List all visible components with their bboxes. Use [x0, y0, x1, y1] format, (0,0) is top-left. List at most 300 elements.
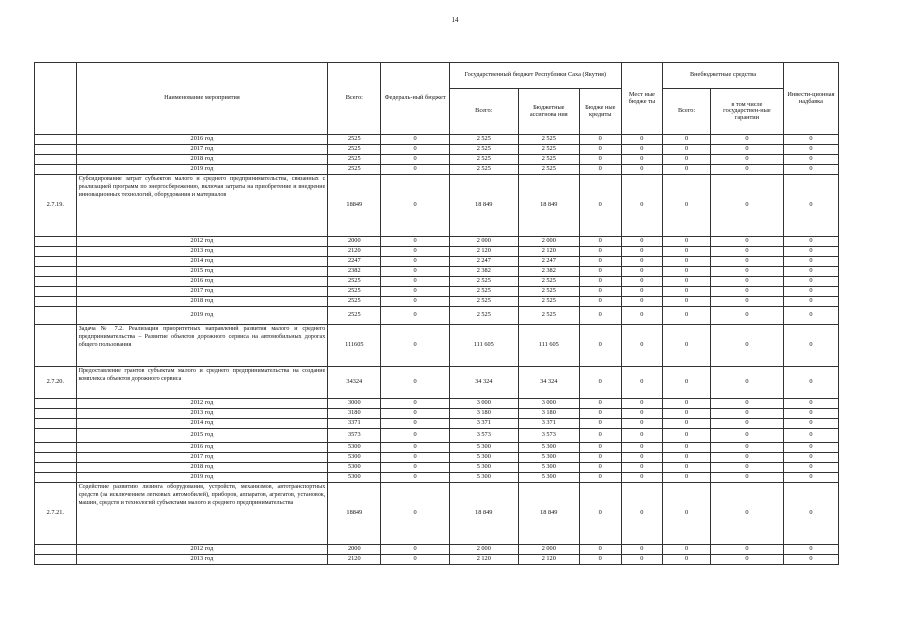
state-alloc-cell: 2 525 — [518, 165, 579, 175]
activity-code — [35, 155, 77, 165]
extra-guarantee-cell: 0 — [711, 325, 784, 367]
state-total-cell: 5 300 — [449, 453, 518, 463]
invest-cell: 0 — [783, 165, 838, 175]
state-credit-cell: 0 — [579, 463, 621, 473]
federal-cell: 0 — [381, 175, 450, 237]
state-alloc-cell: 5 300 — [518, 473, 579, 483]
state-alloc-cell: 34 324 — [518, 367, 579, 399]
state-alloc-cell: 3 573 — [518, 429, 579, 443]
extra-guarantee-cell: 0 — [711, 409, 784, 419]
federal-cell: 0 — [381, 473, 450, 483]
activity-row — [35, 483, 839, 545]
local-cell: 0 — [621, 237, 663, 247]
state-credit-cell: 0 — [579, 247, 621, 257]
federal-cell: 0 — [381, 145, 450, 155]
state-alloc-cell: 2 525 — [518, 145, 579, 155]
total-cell: 3180 — [328, 409, 381, 419]
total-cell: 2525 — [328, 277, 381, 287]
invest-cell: 0 — [783, 267, 838, 277]
extra-total-cell: 0 — [663, 325, 711, 367]
year-row — [35, 409, 839, 419]
year-row — [35, 297, 839, 307]
invest-cell: 0 — [783, 367, 838, 399]
extra-guarantee-cell: 0 — [711, 555, 784, 565]
header-state-alloc: Бюджетные ассигнова ния — [518, 89, 579, 135]
invest-cell: 0 — [783, 473, 838, 483]
total-cell: 2525 — [328, 307, 381, 325]
activity-code: 2.7.21. — [35, 483, 77, 545]
federal-cell: 0 — [381, 409, 450, 419]
state-alloc-cell: 2 382 — [518, 267, 579, 277]
activity-code — [35, 257, 77, 267]
state-credit-cell: 0 — [579, 237, 621, 247]
year-label: 2015 год — [76, 429, 328, 443]
year-label: 2017 год — [76, 453, 328, 463]
activity-code — [35, 277, 77, 287]
extra-total-cell: 0 — [663, 367, 711, 399]
local-cell: 0 — [621, 399, 663, 409]
extra-guarantee-cell: 0 — [711, 307, 784, 325]
federal-cell: 0 — [381, 453, 450, 463]
state-total-cell: 5 300 — [449, 463, 518, 473]
state-credit-cell: 0 — [579, 155, 621, 165]
local-cell: 0 — [621, 175, 663, 237]
state-total-cell: 2 525 — [449, 297, 518, 307]
invest-cell: 0 — [783, 399, 838, 409]
invest-cell: 0 — [783, 409, 838, 419]
activity-name: Предоставление грантов субъектам малого и среднего предпринимательства на создание комплекса объектов дорожного сервиса — [76, 367, 328, 399]
year-row — [35, 267, 839, 277]
federal-cell: 0 — [381, 443, 450, 453]
total-cell: 18849 — [328, 483, 381, 545]
activity-code — [35, 429, 77, 443]
extra-guarantee-cell: 0 — [711, 155, 784, 165]
invest-cell: 0 — [783, 545, 838, 555]
activity-code — [35, 473, 77, 483]
year-label: 2017 год — [76, 287, 328, 297]
local-cell: 0 — [621, 325, 663, 367]
total-cell: 5300 — [328, 453, 381, 463]
table-header — [35, 63, 839, 135]
local-cell: 0 — [621, 247, 663, 257]
extra-guarantee-cell: 0 — [711, 473, 784, 483]
extra-total-cell: 0 — [663, 175, 711, 237]
federal-cell: 0 — [381, 483, 450, 545]
state-credit-cell: 0 — [579, 257, 621, 267]
state-credit-cell: 0 — [579, 399, 621, 409]
activity-code — [35, 419, 77, 429]
federal-cell: 0 — [381, 545, 450, 555]
extra-total-cell: 0 — [663, 473, 711, 483]
year-label: 2016 год — [76, 277, 328, 287]
total-cell: 34324 — [328, 367, 381, 399]
header-name: Наименование мероприятия — [76, 63, 328, 135]
state-total-cell: 2 525 — [449, 135, 518, 145]
total-cell: 2120 — [328, 555, 381, 565]
extra-total-cell: 0 — [663, 277, 711, 287]
year-row — [35, 145, 839, 155]
activity-code: 2.7.19. — [35, 175, 77, 237]
federal-cell: 0 — [381, 463, 450, 473]
federal-cell: 0 — [381, 325, 450, 367]
year-label: 2018 год — [76, 463, 328, 473]
state-credit-cell: 0 — [579, 367, 621, 399]
header-state-total: Всего: — [449, 89, 518, 135]
invest-cell: 0 — [783, 419, 838, 429]
state-total-cell: 18 849 — [449, 175, 518, 237]
header-extra-total: Всего: — [663, 89, 711, 135]
invest-cell: 0 — [783, 307, 838, 325]
state-credit-cell: 0 — [579, 297, 621, 307]
total-cell: 2525 — [328, 145, 381, 155]
total-cell: 2247 — [328, 257, 381, 267]
local-cell: 0 — [621, 165, 663, 175]
year-label: 2016 год — [76, 443, 328, 453]
state-alloc-cell: 18 849 — [518, 175, 579, 237]
header-state-budget: Государственный бюджет Республики Саха (Якутия) — [449, 63, 621, 89]
extra-total-cell: 0 — [663, 145, 711, 155]
federal-cell: 0 — [381, 165, 450, 175]
activity-code — [35, 463, 77, 473]
invest-cell: 0 — [783, 483, 838, 545]
state-credit-cell: 0 — [579, 165, 621, 175]
state-total-cell: 2 000 — [449, 237, 518, 247]
year-row — [35, 307, 839, 325]
extra-total-cell: 0 — [663, 453, 711, 463]
invest-cell: 0 — [783, 155, 838, 165]
invest-cell: 0 — [783, 297, 838, 307]
state-total-cell: 34 324 — [449, 367, 518, 399]
state-alloc-cell: 5 300 — [518, 443, 579, 453]
state-credit-cell: 0 — [579, 175, 621, 237]
local-cell: 0 — [621, 277, 663, 287]
invest-cell: 0 — [783, 429, 838, 443]
extra-total-cell: 0 — [663, 237, 711, 247]
year-row — [35, 463, 839, 473]
invest-cell: 0 — [783, 237, 838, 247]
year-row — [35, 277, 839, 287]
local-cell: 0 — [621, 463, 663, 473]
extra-total-cell: 0 — [663, 155, 711, 165]
state-alloc-cell: 111 605 — [518, 325, 579, 367]
activity-code — [35, 267, 77, 277]
state-alloc-cell: 2 120 — [518, 247, 579, 257]
state-alloc-cell: 2 000 — [518, 545, 579, 555]
year-label: 2012 год — [76, 545, 328, 555]
extra-guarantee-cell: 0 — [711, 297, 784, 307]
state-credit-cell: 0 — [579, 307, 621, 325]
activity-code — [35, 145, 77, 155]
federal-cell: 0 — [381, 135, 450, 145]
year-row — [35, 247, 839, 257]
state-credit-cell: 0 — [579, 267, 621, 277]
federal-cell: 0 — [381, 247, 450, 257]
federal-cell: 0 — [381, 297, 450, 307]
state-alloc-cell: 3 371 — [518, 419, 579, 429]
local-cell: 0 — [621, 257, 663, 267]
state-credit-cell: 0 — [579, 409, 621, 419]
extra-total-cell: 0 — [663, 483, 711, 545]
year-row — [35, 257, 839, 267]
federal-cell: 0 — [381, 399, 450, 409]
state-total-cell: 2 525 — [449, 307, 518, 325]
extra-total-cell: 0 — [663, 287, 711, 297]
local-cell: 0 — [621, 409, 663, 419]
invest-cell: 0 — [783, 555, 838, 565]
extra-total-cell: 0 — [663, 257, 711, 267]
state-alloc-cell: 2 525 — [518, 287, 579, 297]
activity-code: 2.7.20. — [35, 367, 77, 399]
extra-guarantee-cell: 0 — [711, 483, 784, 545]
state-total-cell: 18 849 — [449, 483, 518, 545]
year-label: 2016 год — [76, 135, 328, 145]
federal-cell: 0 — [381, 419, 450, 429]
state-alloc-cell: 5 300 — [518, 463, 579, 473]
extra-guarantee-cell: 0 — [711, 399, 784, 409]
activity-row — [35, 367, 839, 399]
total-cell: 2525 — [328, 155, 381, 165]
state-credit-cell: 0 — [579, 545, 621, 555]
header-state-credit: Бюдже ные кредиты — [579, 89, 621, 135]
invest-cell: 0 — [783, 175, 838, 237]
invest-cell: 0 — [783, 453, 838, 463]
state-total-cell: 2 525 — [449, 277, 518, 287]
extra-total-cell: 0 — [663, 443, 711, 453]
local-cell: 0 — [621, 135, 663, 145]
invest-cell: 0 — [783, 443, 838, 453]
extra-guarantee-cell: 0 — [711, 175, 784, 237]
extra-total-cell: 0 — [663, 419, 711, 429]
activity-code — [35, 165, 77, 175]
state-credit-cell: 0 — [579, 473, 621, 483]
local-cell: 0 — [621, 155, 663, 165]
invest-cell: 0 — [783, 277, 838, 287]
state-alloc-cell: 3 180 — [518, 409, 579, 419]
total-cell: 2000 — [328, 237, 381, 247]
year-label: 2018 год — [76, 155, 328, 165]
local-cell: 0 — [621, 419, 663, 429]
year-row — [35, 399, 839, 409]
total-cell: 2525 — [328, 165, 381, 175]
federal-cell: 0 — [381, 307, 450, 325]
local-cell: 0 — [621, 443, 663, 453]
extra-guarantee-cell: 0 — [711, 429, 784, 443]
state-credit-cell: 0 — [579, 453, 621, 463]
state-alloc-cell: 2 525 — [518, 297, 579, 307]
total-cell: 5300 — [328, 443, 381, 453]
activity-name: Субсидирование затрат субъектов малого и среднего предпринимательства, связанных с реализацией программ по энергосбережению, включая затраты на приобретение и внедрение инновационных технологий, оборудования и материалов — [76, 175, 328, 237]
activity-row — [35, 175, 839, 237]
total-cell: 2525 — [328, 287, 381, 297]
extra-guarantee-cell: 0 — [711, 277, 784, 287]
extra-guarantee-cell: 0 — [711, 545, 784, 555]
extra-guarantee-cell: 0 — [711, 237, 784, 247]
state-credit-cell: 0 — [579, 145, 621, 155]
invest-cell: 0 — [783, 145, 838, 155]
invest-cell: 0 — [783, 325, 838, 367]
header-local: Мест ные бюдже ты — [621, 63, 663, 135]
year-row — [35, 555, 839, 565]
state-total-cell: 2 120 — [449, 247, 518, 257]
state-total-cell: 2 525 — [449, 145, 518, 155]
header-code — [35, 63, 77, 135]
extra-total-cell: 0 — [663, 399, 711, 409]
year-row — [35, 155, 839, 165]
state-alloc-cell: 2 247 — [518, 257, 579, 267]
year-label: 2017 год — [76, 145, 328, 155]
year-row — [35, 545, 839, 555]
local-cell: 0 — [621, 429, 663, 443]
state-alloc-cell: 2 525 — [518, 155, 579, 165]
total-cell: 3000 — [328, 399, 381, 409]
state-total-cell: 5 300 — [449, 443, 518, 453]
state-credit-cell: 0 — [579, 135, 621, 145]
state-alloc-cell: 3 000 — [518, 399, 579, 409]
federal-cell: 0 — [381, 367, 450, 399]
state-credit-cell: 0 — [579, 443, 621, 453]
state-total-cell: 2 120 — [449, 555, 518, 565]
extra-total-cell: 0 — [663, 555, 711, 565]
year-row — [35, 287, 839, 297]
activity-name: Содействие развитию лизинга оборудования, устройств, механизмов, автотранспортных средств (за исключением легковых автомобилей), приборов, аппаратов, агрегатов, установок, машин, средств и технологий субъектами малого и среднего предпринимательства — [76, 483, 328, 545]
extra-total-cell: 0 — [663, 267, 711, 277]
extra-guarantee-cell: 0 — [711, 419, 784, 429]
local-cell: 0 — [621, 307, 663, 325]
state-total-cell: 3 371 — [449, 419, 518, 429]
extra-total-cell: 0 — [663, 247, 711, 257]
state-total-cell: 2 247 — [449, 257, 518, 267]
local-cell: 0 — [621, 287, 663, 297]
state-credit-cell: 0 — [579, 555, 621, 565]
local-cell: 0 — [621, 267, 663, 277]
total-cell: 2525 — [328, 135, 381, 145]
extra-guarantee-cell: 0 — [711, 135, 784, 145]
state-credit-cell: 0 — [579, 277, 621, 287]
year-label: 2014 год — [76, 257, 328, 267]
local-cell: 0 — [621, 145, 663, 155]
activity-code — [35, 287, 77, 297]
year-row — [35, 453, 839, 463]
total-cell: 2525 — [328, 297, 381, 307]
state-alloc-cell: 18 849 — [518, 483, 579, 545]
total-cell: 3573 — [328, 429, 381, 443]
state-alloc-cell: 2 525 — [518, 307, 579, 325]
state-alloc-cell: 2 000 — [518, 237, 579, 247]
extra-total-cell: 0 — [663, 307, 711, 325]
year-row — [35, 473, 839, 483]
header-invest: Инвести-ционная надбавка — [783, 63, 838, 135]
year-label: 2014 год — [76, 419, 328, 429]
state-total-cell: 3 180 — [449, 409, 518, 419]
year-label: 2019 год — [76, 473, 328, 483]
state-credit-cell: 0 — [579, 483, 621, 545]
year-label: 2012 год — [76, 399, 328, 409]
extra-guarantee-cell: 0 — [711, 463, 784, 473]
federal-cell: 0 — [381, 429, 450, 443]
header-extrabudget: Внебюджетные средства — [663, 63, 784, 89]
activity-code — [35, 555, 77, 565]
state-alloc-cell: 5 300 — [518, 453, 579, 463]
federal-cell: 0 — [381, 155, 450, 165]
state-total-cell: 2 525 — [449, 155, 518, 165]
page-number: 14 — [451, 16, 459, 24]
federal-cell: 0 — [381, 237, 450, 247]
federal-cell: 0 — [381, 267, 450, 277]
local-cell: 0 — [621, 453, 663, 463]
total-cell: 18849 — [328, 175, 381, 237]
year-row — [35, 429, 839, 443]
total-cell: 2120 — [328, 247, 381, 257]
extra-guarantee-cell: 0 — [711, 267, 784, 277]
total-cell: 2000 — [328, 545, 381, 555]
state-total-cell: 2 525 — [449, 165, 518, 175]
extra-guarantee-cell: 0 — [711, 367, 784, 399]
total-cell: 5300 — [328, 463, 381, 473]
year-row — [35, 165, 839, 175]
state-credit-cell: 0 — [579, 419, 621, 429]
state-credit-cell: 0 — [579, 287, 621, 297]
activity-code — [35, 443, 77, 453]
year-label: 2013 год — [76, 409, 328, 419]
invest-cell: 0 — [783, 463, 838, 473]
activity-row — [35, 325, 839, 367]
total-cell: 2382 — [328, 267, 381, 277]
year-row — [35, 419, 839, 429]
extra-total-cell: 0 — [663, 409, 711, 419]
invest-cell: 0 — [783, 135, 838, 145]
state-total-cell: 3 573 — [449, 429, 518, 443]
year-row — [35, 443, 839, 453]
state-total-cell: 5 300 — [449, 473, 518, 483]
state-alloc-cell: 2 120 — [518, 555, 579, 565]
federal-cell: 0 — [381, 277, 450, 287]
extra-guarantee-cell: 0 — [711, 247, 784, 257]
activity-code — [35, 237, 77, 247]
header-extra-guarantee: в том числе государствен-ные гарантии — [711, 89, 784, 135]
invest-cell: 0 — [783, 247, 838, 257]
activity-code — [35, 307, 77, 325]
activity-name: Задача № 7.2. Реализация приоритетных направлений развития малого и среднего предпринимательства – Развитие объектов дорожного сервиса на автомобильных дорогах общего пользования — [76, 325, 328, 367]
extra-guarantee-cell: 0 — [711, 453, 784, 463]
state-total-cell: 2 382 — [449, 267, 518, 277]
extra-total-cell: 0 — [663, 297, 711, 307]
extra-guarantee-cell: 0 — [711, 165, 784, 175]
state-total-cell: 111 605 — [449, 325, 518, 367]
extra-total-cell: 0 — [663, 463, 711, 473]
state-total-cell: 2 525 — [449, 287, 518, 297]
year-row — [35, 135, 839, 145]
local-cell: 0 — [621, 297, 663, 307]
local-cell: 0 — [621, 483, 663, 545]
federal-cell: 0 — [381, 287, 450, 297]
table-body — [35, 135, 839, 565]
state-credit-cell: 0 — [579, 429, 621, 443]
activity-code — [35, 247, 77, 257]
year-label: 2015 год — [76, 267, 328, 277]
year-label: 2019 год — [76, 165, 328, 175]
activity-code — [35, 453, 77, 463]
state-total-cell: 2 000 — [449, 545, 518, 555]
extra-total-cell: 0 — [663, 429, 711, 443]
extra-guarantee-cell: 0 — [711, 145, 784, 155]
local-cell: 0 — [621, 473, 663, 483]
year-row — [35, 237, 839, 247]
extra-total-cell: 0 — [663, 135, 711, 145]
extra-total-cell: 0 — [663, 545, 711, 555]
year-label: 2012 год — [76, 237, 328, 247]
total-cell: 111605 — [328, 325, 381, 367]
local-cell: 0 — [621, 367, 663, 399]
